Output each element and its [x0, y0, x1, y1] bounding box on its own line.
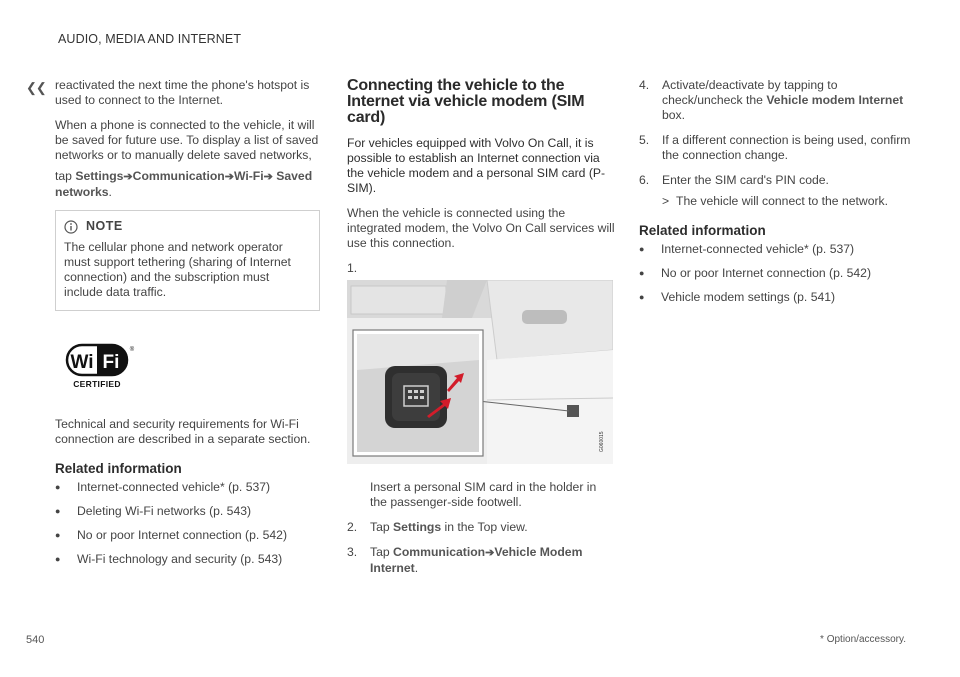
bullet-icon: ●: [55, 554, 61, 564]
column-middle: [347, 78, 615, 586]
running-header: AUDIO, MEDIA AND INTERNET: [58, 32, 242, 46]
bullet-icon: ●: [639, 268, 645, 278]
svg-text:G060015: G060015: [599, 431, 605, 452]
paragraph: When a phone is connected to the vehicle, it will be saved for future use. To display a list of saved networks or to manually delete saved networks,: [55, 118, 319, 162]
related-info-list: [639, 242, 914, 305]
arrow-right-icon: ➔: [224, 171, 234, 183]
note-box: [55, 210, 320, 311]
steps-list: [347, 520, 615, 576]
menu-path: tap Settings➔Communication➔Wi-Fi➔ Saved networks.: [55, 169, 313, 199]
path-communication: Communication: [393, 545, 486, 559]
svg-text:®: ®: [129, 347, 135, 353]
step-1-text: Insert a personal SIM card in the holder in the passenger-side footwell.: [370, 480, 597, 509]
svg-text:Wi: Wi: [70, 352, 94, 373]
related-info-heading: Related information: [55, 461, 182, 476]
related-link[interactable]: ● No or poor Internet connection (p. 542): [639, 266, 872, 280]
wifi-certified-logo: [61, 341, 136, 391]
paragraph: reactivated the next time the phone's hotspot is used to connect to the Internet.: [55, 78, 310, 107]
path-wifi: Wi-Fi: [233, 169, 264, 183]
continuation-mark: ❮❮: [26, 80, 46, 95]
column-right: [639, 78, 914, 314]
svg-text:Fi: Fi: [102, 352, 120, 373]
step-5: 5. If a different connection is being used, confirm the connection change.: [639, 133, 911, 162]
vehicle-modem-internet-label: Vehicle modem Internet: [766, 93, 904, 107]
paragraph: When the vehicle is connected using the integrated modem, the Volvo On Call services will use this connection.: [347, 206, 615, 250]
steps-list-continued: [639, 78, 914, 209]
arrow-right-icon: ➔: [263, 171, 273, 183]
bullet-icon: ●: [639, 244, 645, 254]
related-link[interactable]: ● Internet-connected vehicle* (p. 537): [55, 480, 271, 494]
path-vehicle-modem-internet: Vehicle Modem Internet: [370, 545, 583, 575]
column-left: [55, 78, 320, 576]
arrow-right-icon: ➔: [123, 171, 133, 183]
step-2: 2. Tap Settings in the Top view.: [347, 520, 528, 534]
related-link[interactable]: ● No or poor Internet connection (p. 542): [55, 528, 288, 542]
step-6-result: > The vehicle will connect to the network.: [662, 194, 889, 208]
footnote: * Option/accessory.: [820, 634, 906, 645]
note-title: NOTE: [86, 219, 123, 233]
path-settings: Settings: [75, 169, 124, 183]
paragraph: Technical and security requirements for Wi-Fi connection are described in a separate section.: [55, 417, 311, 446]
info-icon: [64, 220, 78, 234]
svg-text:CERTIFIED: CERTIFIED: [73, 379, 121, 389]
settings-label: Settings: [393, 520, 442, 534]
related-link[interactable]: ● Wi-Fi technology and security (p. 543): [55, 552, 283, 566]
step-6: 6. Enter the SIM card's PIN code. > The vehicle will connect to the network.: [639, 173, 889, 208]
related-info-list: [55, 480, 320, 567]
note-header: [64, 219, 309, 234]
related-link[interactable]: ● Deleting Wi-Fi networks (p. 543): [55, 504, 252, 518]
bullet-icon: ●: [55, 530, 61, 540]
related-info-heading: Related information: [639, 223, 766, 238]
step-4: 4. Activate/deactivate by tapping to check/uncheck the Vehicle modem Internet box.: [639, 78, 904, 122]
arrow-right-icon: ➔: [485, 547, 495, 559]
page-number: 540: [26, 634, 45, 646]
bullet-icon: ●: [55, 482, 61, 492]
sim-card-holder-illustration: [347, 280, 613, 464]
related-link[interactable]: ● Internet-connected vehicle* (p. 537): [639, 242, 855, 256]
note-text: The cellular phone and network operator must support tethering (sharing of Internet connection) and the subscription must include data traffic.: [64, 240, 291, 299]
path-saved-networks: Saved networks: [55, 169, 313, 199]
path-communication: Communication: [132, 169, 225, 183]
step-3: 3. Tap Communication➔Vehicle Modem Internet.: [347, 545, 583, 575]
step-number: 1.: [347, 261, 358, 275]
bullet-icon: ●: [55, 506, 61, 516]
lead-paragraph: For vehicles equipped with Volvo On Call, it is possible to establish an Internet connection via the vehicle modem and a personal SIM card (P-SIM).: [347, 136, 606, 195]
related-link[interactable]: ● Vehicle modem settings (p. 541): [639, 290, 836, 304]
section-title: Connecting the vehicle to the Internet via vehicle modem (SIM card): [347, 77, 585, 126]
bullet-icon: ●: [639, 292, 645, 302]
